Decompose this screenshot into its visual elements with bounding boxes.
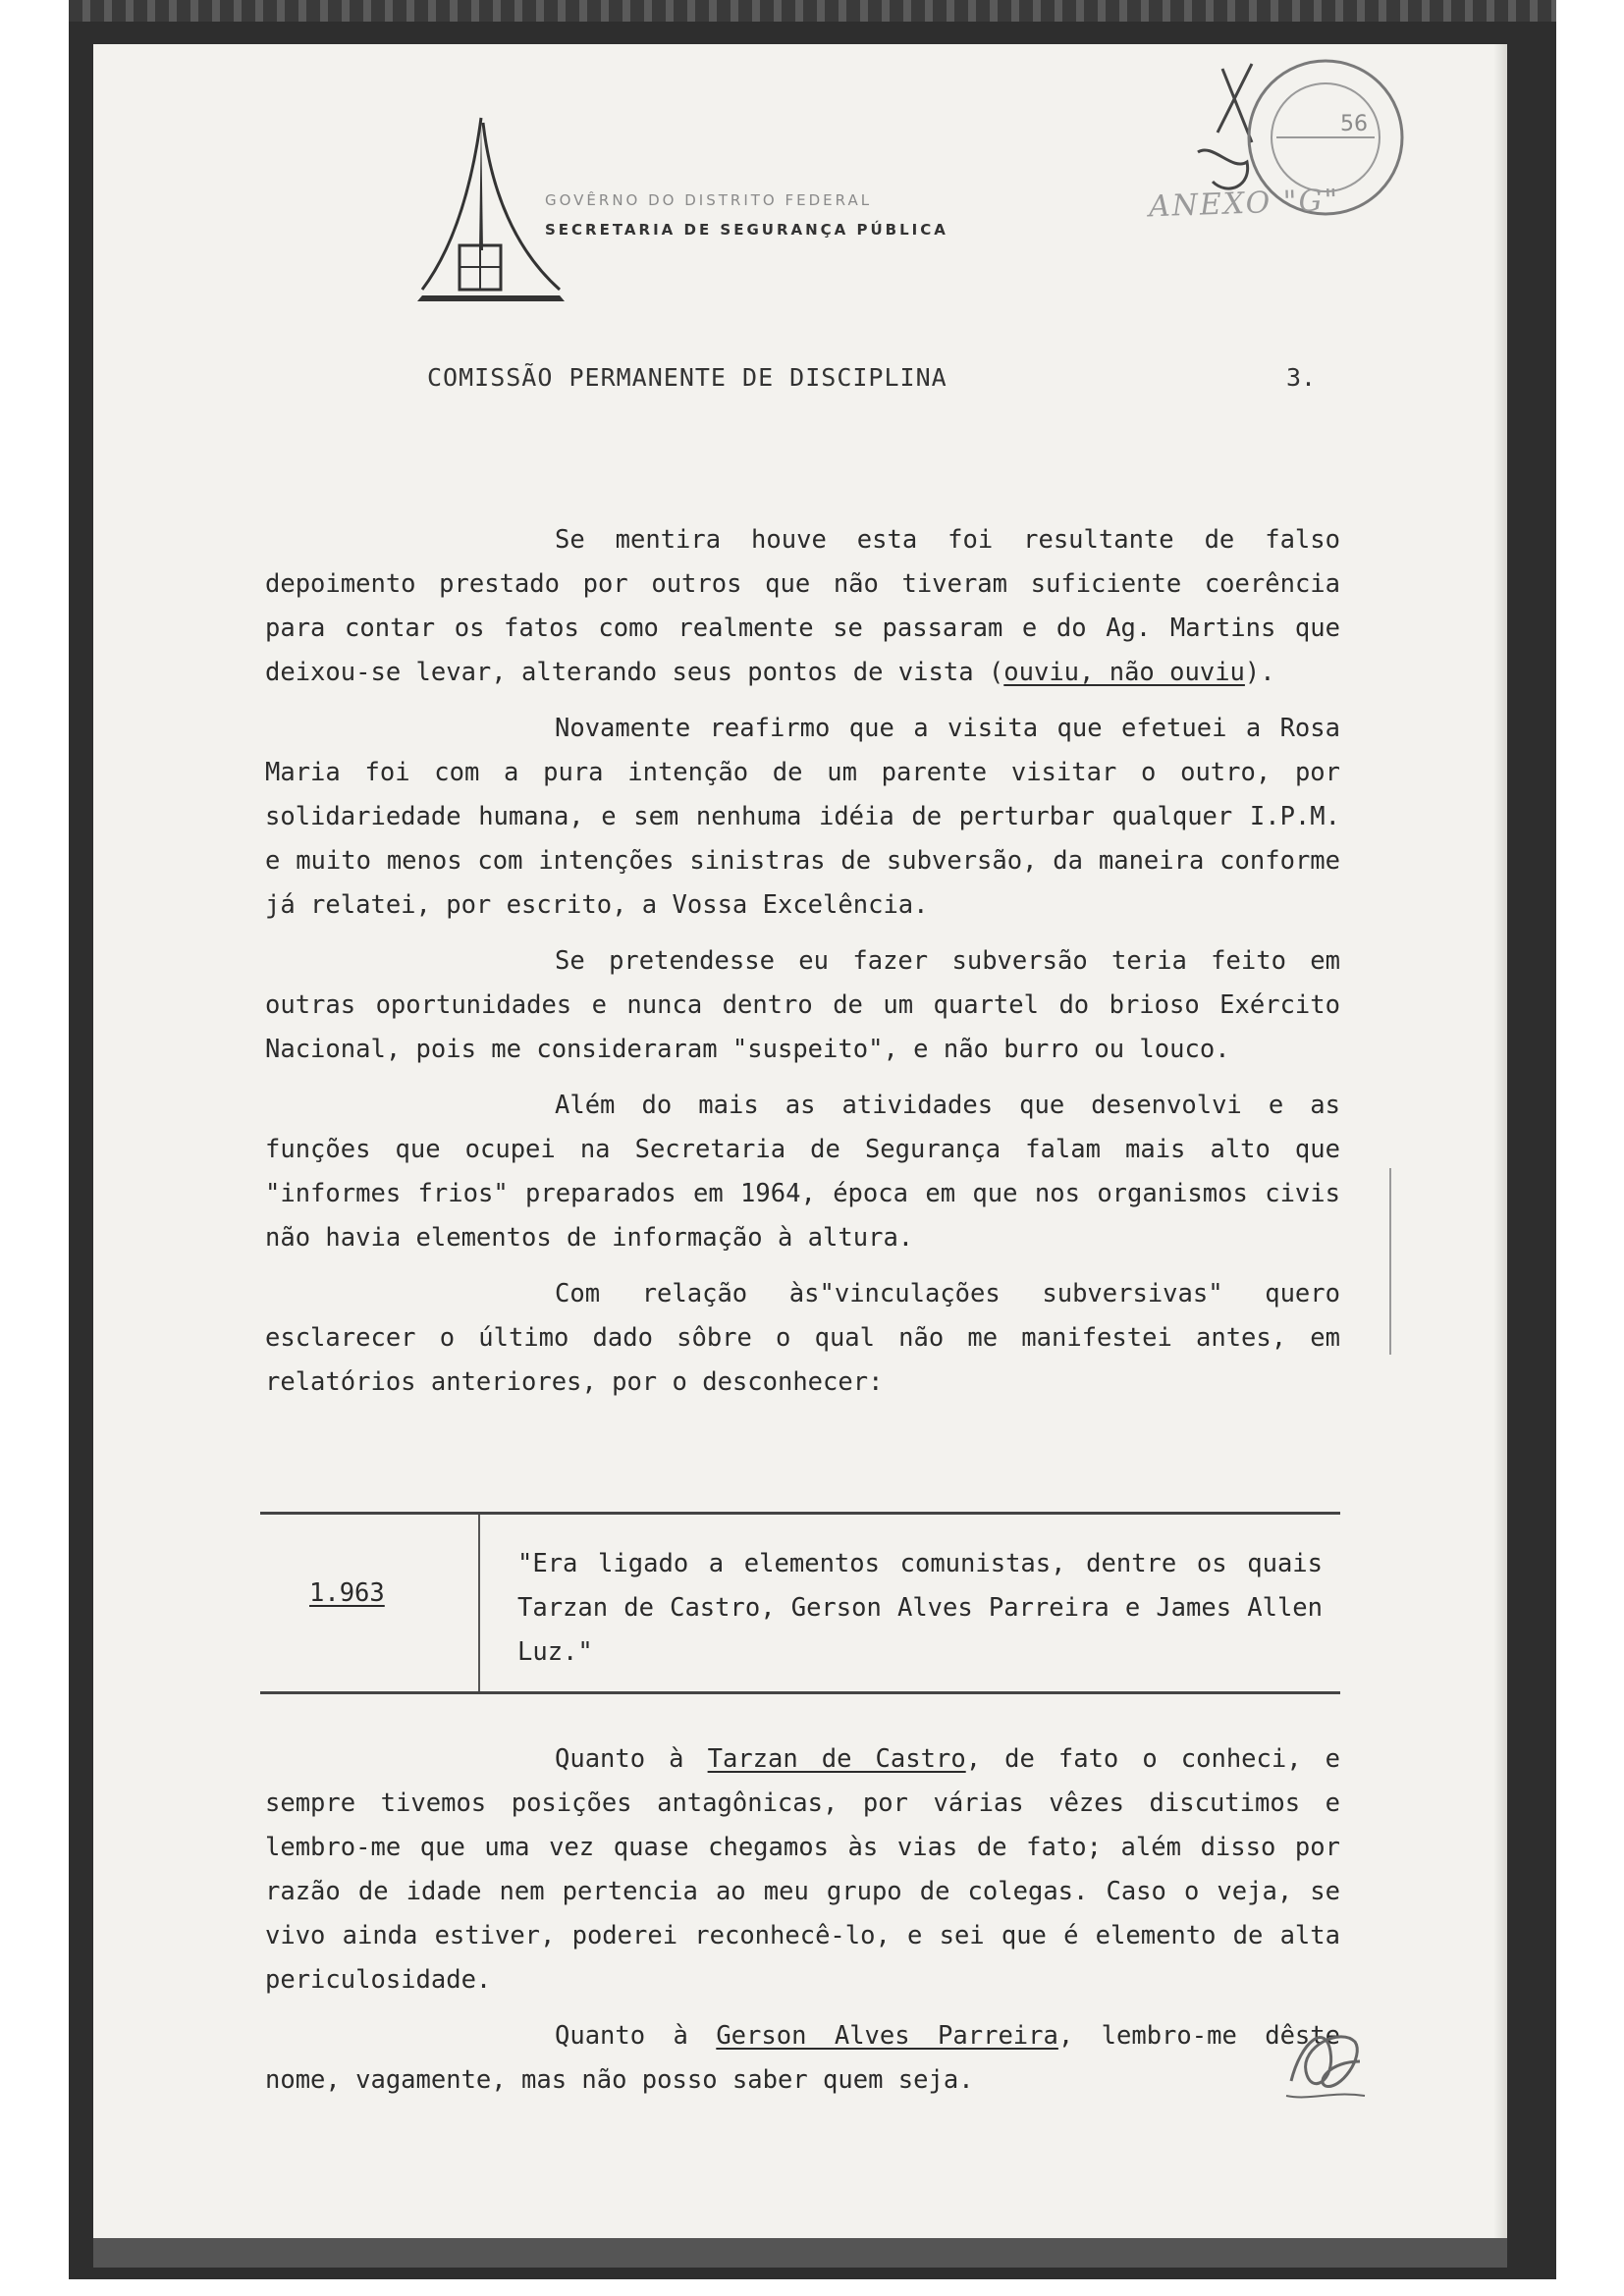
handwritten-initials-icon bbox=[1272, 2002, 1380, 2110]
letterhead-government: GOVÊRNO DO DISTRITO FEDERAL bbox=[545, 191, 873, 209]
quote-text: "Era ligado a elementos comunistas, dentre os quais Tarzan de Castro, Gerson Alves Parreira e James Allen Luz." bbox=[517, 1549, 1323, 1667]
underlined-name-gerson: Gerson Alves Parreira bbox=[716, 2021, 1058, 2051]
paragraph-2: Novamente reafirmo que a visita que efetuei a Rosa Maria foi com a pura intenção de um parente visitar o outro, por solidariedade humana, e sem nenhuma idéia de perturbar qualquer I.P.M. e muito menos com intenções sinistras de subversão, da maneira conforme já relatei, por escrito, a Vossa Excelência. bbox=[265, 714, 1340, 920]
quote-table bbox=[260, 1512, 1340, 1694]
paragraph-4: Além do mais as atividades que desenvolvi e as funções que ocupei na Secretaria de Segurança falam mais alto que "informes frios" preparados em 1964, época em que nos organismos civis não havia elementos de informação à altura. bbox=[265, 1091, 1340, 1253]
underlined-phrase: ouviu, não ouviu bbox=[1003, 658, 1245, 687]
paragraph-3: Se pretendesse eu fazer subversão teria feito em outras oportunidades e nunca dentro de um quartel do brioso Exército Nacional, pois me consideraram "suspeito", e não burro ou louco. bbox=[265, 946, 1340, 1064]
body-text-lower bbox=[265, 1737, 1340, 2114]
handwritten-annex-note: ANEXO "G" bbox=[1148, 183, 1340, 225]
paragraph-5: Com relação às"vinculações subversivas" quero esclarecer o último dado sôbre o qual não me manifestei antes, em relatórios anteriores, por o desconhecer: bbox=[265, 1279, 1340, 1397]
underlined-name-tarzan: Tarzan de Castro bbox=[707, 1744, 966, 1774]
government-crest-icon bbox=[412, 113, 569, 319]
paragraph-6: Quanto à Tarzan de Castro, de fato o conheci, e sempre tivemos posições antagônicas, por várias vêzes discutimos e lembro-me que uma vez quase chegamos às vias de fato; além disso por razão de idade nem pertencia ao meu grupo de colegas. Caso o veja, se vivo ainda estiver, poderei reconhecê-lo, e sei que é elemento de alta periculosidade. bbox=[265, 1744, 1341, 1995]
letterhead-secretariat: SECRETARIA DE SEGURANÇA PÚBLICA bbox=[545, 221, 948, 239]
document-title: COMISSÃO PERMANENTE DE DISCIPLINA bbox=[427, 363, 947, 392]
quote-year: 1.963 bbox=[309, 1578, 385, 1608]
body-text-upper bbox=[265, 518, 1340, 1416]
paragraph-1: Se mentira houve esta foi resultante de falso depoimento prestado por outros que não tiveram suficiente coerência para contar os fatos como realmente se passaram e do Ag. Martins que deixou-se levar, alterando seus pontos de vista (ouviu, não ouviu). bbox=[265, 525, 1340, 687]
page-number: 3. bbox=[1286, 363, 1317, 392]
scan-top-strip bbox=[69, 0, 1556, 22]
page-edge-shadow bbox=[1493, 44, 1507, 2238]
paragraph-7: Quanto à Gerson Alves Parreira, lembro-me dêste nome, vagamente, mas não posso saber quem seja. bbox=[265, 2021, 1340, 2095]
table-divider bbox=[478, 1515, 480, 1691]
scan-bottom-strip bbox=[93, 2238, 1507, 2268]
stamp-number: 56 bbox=[1340, 112, 1368, 136]
margin-mark bbox=[1389, 1168, 1391, 1355]
